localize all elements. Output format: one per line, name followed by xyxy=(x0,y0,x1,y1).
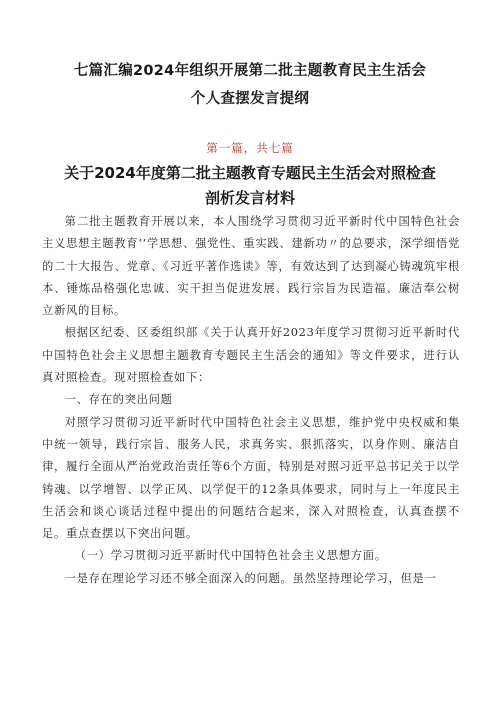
section-title-line-2: 剖析发言材料 xyxy=(204,189,295,207)
section-title-line-1: 关于2024年度第二批主题教育专题民主生活会对照检查 xyxy=(64,164,436,182)
heading-problems: 一、存在的突出问题 xyxy=(64,393,173,407)
subheading-theory: （一）学习贯彻习近平新时代中国特色社会主义思想方面。 xyxy=(74,549,387,563)
paragraph-intro: 第二批主题教育开展以来，本人围绕学习贯彻习近平新时代中国特色社会主义思想主题教育‘’学思想、强党性、重实践、建新功〃的总要求，深学细悟党的二十大报告、党章、《习近平著作选读》等，有效达到了达到凝心铸魂筑牢根本、锤炼品格强化忠诚、实干担当促进发展、践行宗旨为民造福、廉洁奉公树立新风的目标。 xyxy=(42,215,460,318)
document-title-line-2: 个人查摆发言提纲 xyxy=(190,91,310,107)
paragraph-problems: 对照学习贯彻习近平新时代中国特色社会主义思想，维护党中央权威和集中统一领导，践行宗旨、服务人民，求真务实、狠抓落实，以身作则、廉洁自律，履行全面从严治党政治责任等6个方面，特别是对照习近平总书记关于以学铸魂、以学增智、以学正风、以学促干的12条具体要求，同时与上一年度民主生活会和谈心谈话过程中提出的问题结合起来，深入对照检查，认真查摆不足。重点查摆以下突出问题。 xyxy=(42,415,460,541)
paragraph-theory: 一是存在理论学习还不够全面深入的问题。虽然坚持理论学习，但是一 xyxy=(64,571,437,585)
document-body xyxy=(42,211,460,590)
chapter-label: 第一篇，共七篇 xyxy=(206,141,294,155)
paragraph-basis: 根据区纪委、区委组织部《关于认真开好2023年度学习贯彻习近平新时代中国特色社会主义思想主题教育专题民主生活会的通知》等文件要求，进行认真对照检查。现对照检查如下： xyxy=(42,326,460,385)
document-title-line-1: 七篇汇编2024年组织开展第二批主题教育民主生活会 xyxy=(73,63,427,79)
